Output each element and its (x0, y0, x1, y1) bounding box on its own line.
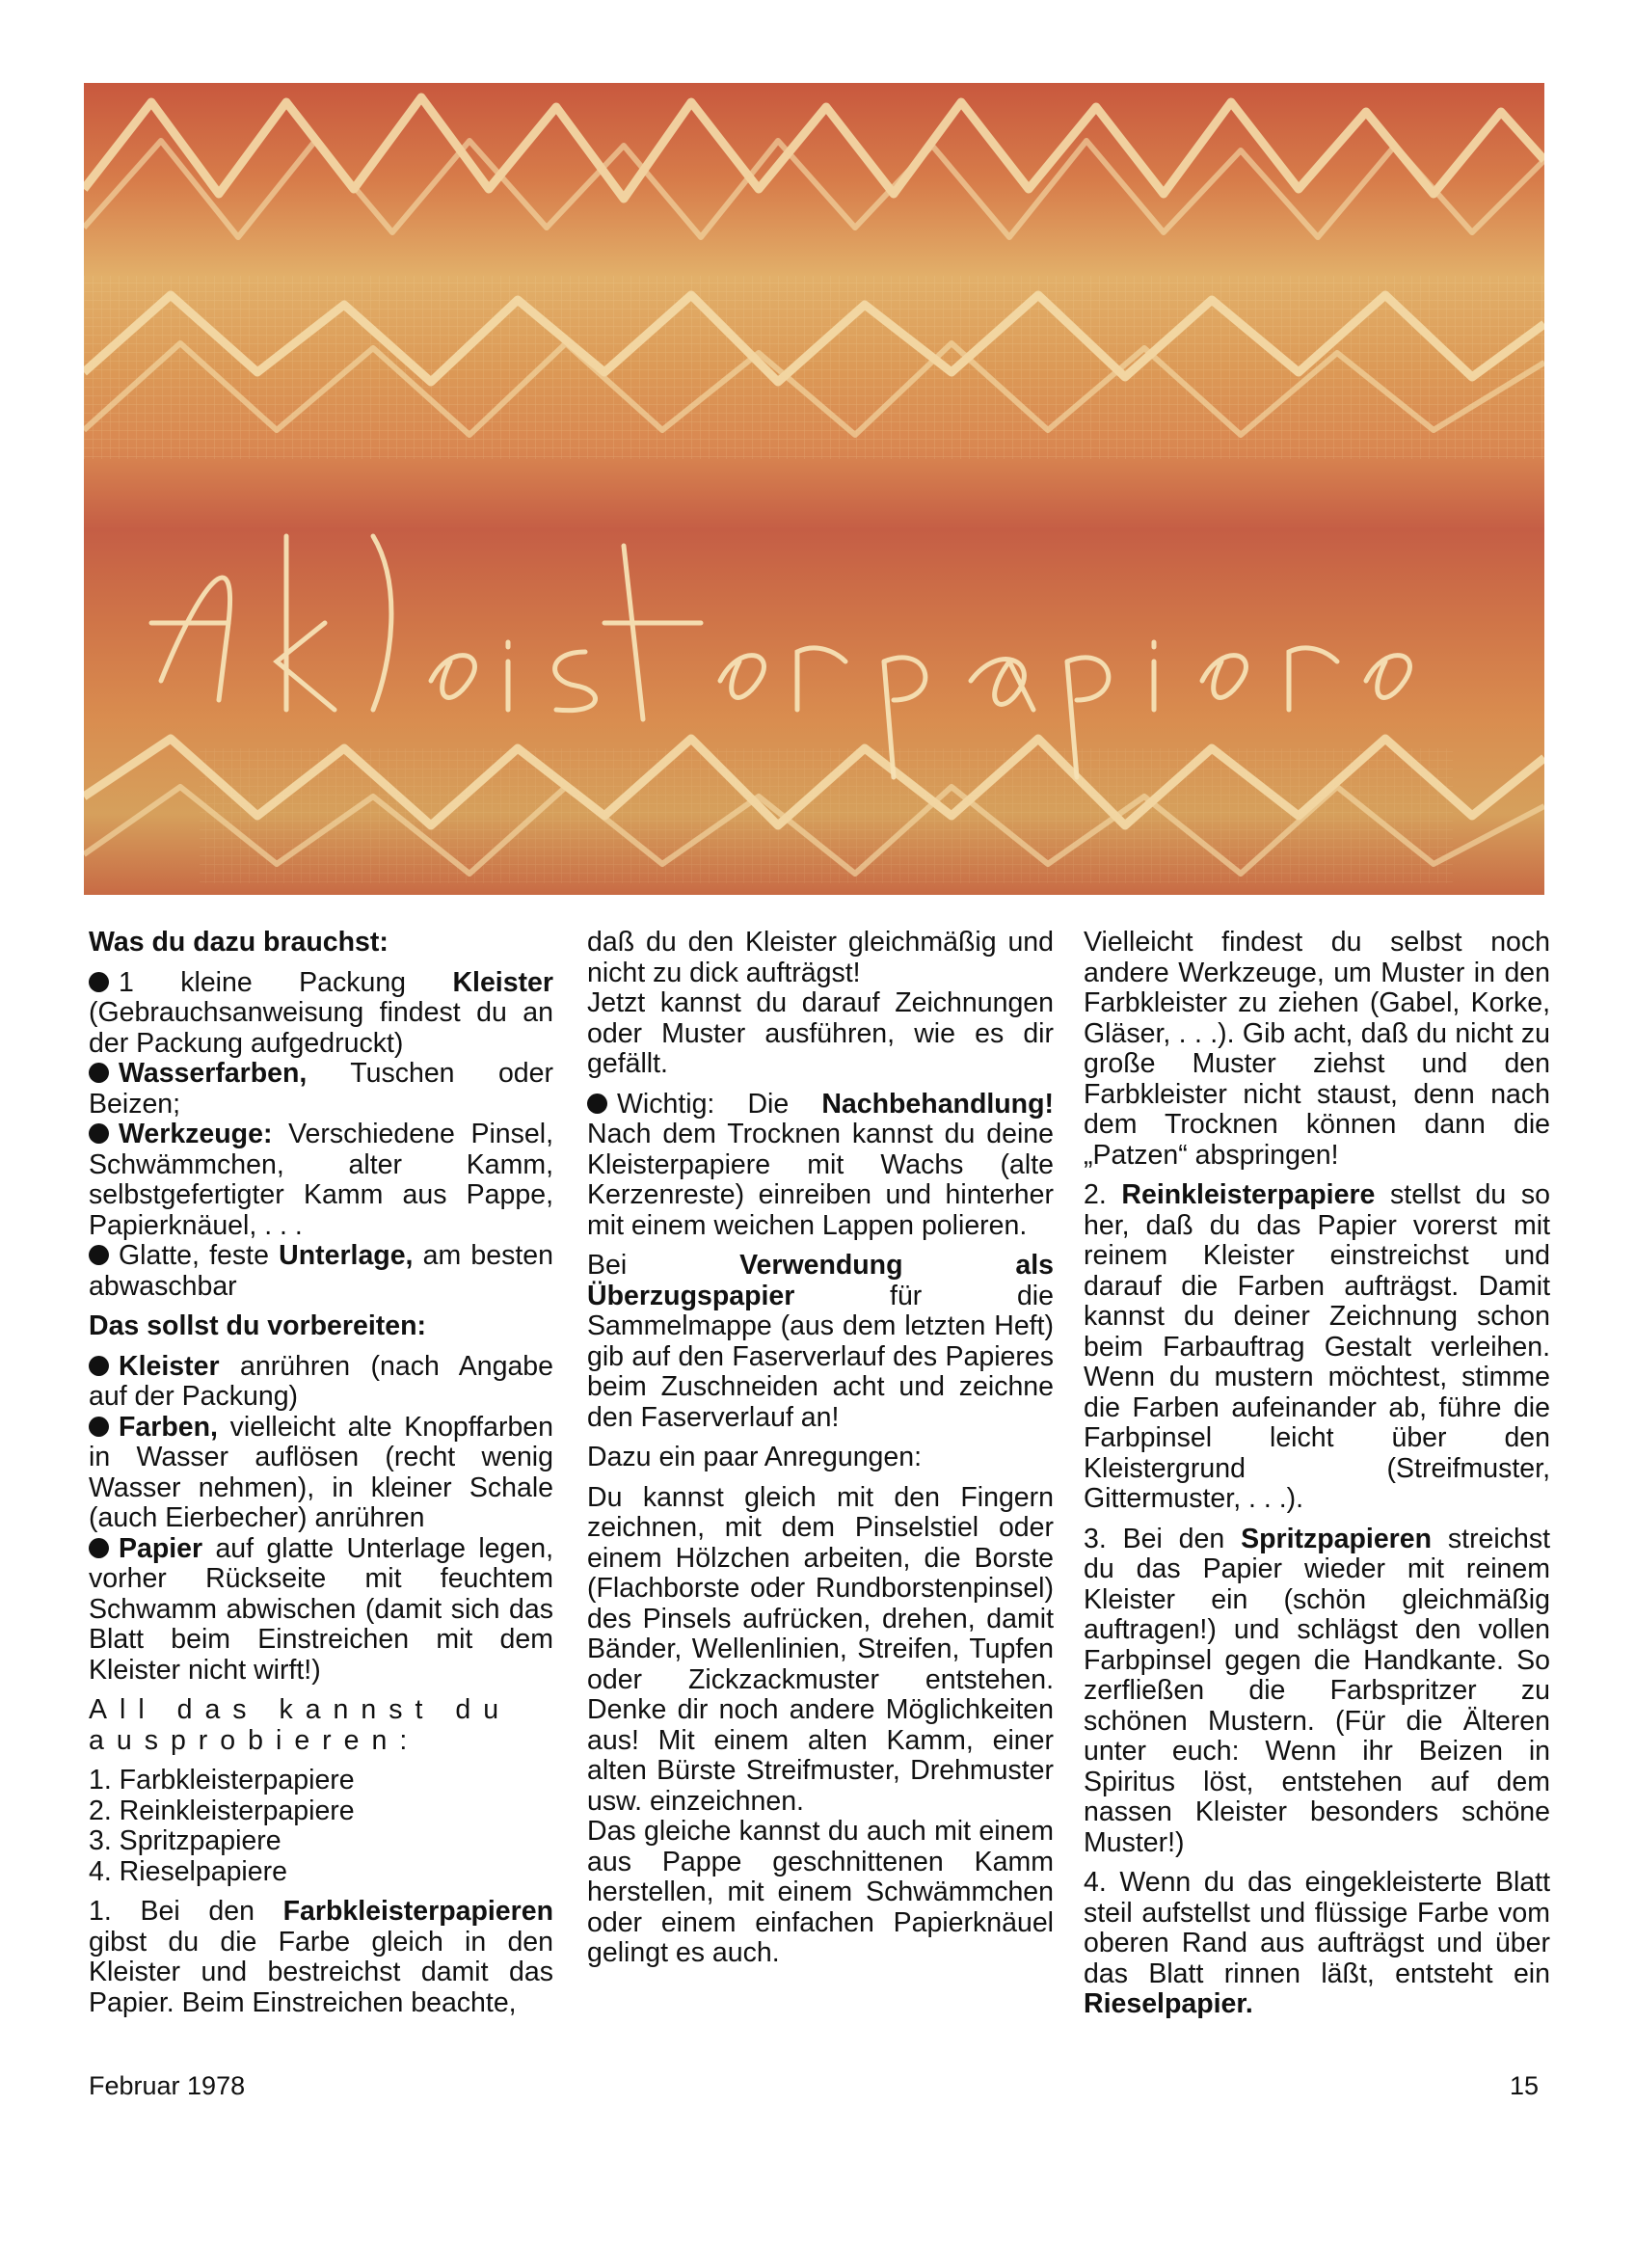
column-3 (1084, 928, 1550, 2030)
para-zeichnungen: Jetzt kannst du darauf Zeichnungen oder Muster ausführen, wie es dir gefällt. (587, 987, 1054, 1079)
bullet-icon (587, 1094, 607, 1114)
bullet-kleister: 1 kleine Packung Kleister (Gebrauchsanweisung findest du an der Packung aufgedruckt) (89, 966, 553, 1059)
heading-prepare: Das sollst du vorbereiten: (89, 1310, 427, 1341)
column-2 (587, 928, 1054, 1979)
heading-needs: Was du dazu brauchst: (89, 927, 389, 958)
para-pappe-kamm: Das gleiche kannst du auch mit einem aus Pappe geschnittenen Kamm herstellen, mit einem Schwämmchen oder einem einfachen Papierknäuel gelingt es auch. (587, 1816, 1054, 1968)
list-item: 2. Reinkleisterpapiere (89, 1795, 355, 1826)
bullet-unterlage: Glatte, feste Unterlage, am besten abwaschbar (89, 1240, 553, 1302)
bullet-werkzeuge: Werkzeuge: Verschiedene Pinsel, Schwämmchen, alter Kamm, selbstgefertigter Kamm aus Pappe, Papierknäuel, . . . (89, 1119, 553, 1241)
list-item: 3. Spritzpapiere (89, 1825, 281, 1856)
bullet-icon (89, 972, 109, 992)
column-1 (89, 928, 553, 2028)
para-nachbehandlung: Wichtig: Die Nachbehandlung! Nach dem Trocknen kannst du deine Kleisterpapiere mit Wachs (alte Kerzenreste) einreiben und hinterher mit einem weichen Lappen polieren. (587, 1088, 1054, 1241)
bullet-wasserfarben: Wasserfarben, Tuschen oder Beizen; (89, 1058, 553, 1120)
try-out-line: All das kannst du ausprobieren: (89, 1694, 512, 1756)
bullet-icon (89, 1356, 109, 1376)
bullet-icon (89, 1063, 109, 1083)
para-ueberzugspapier: Bei Verwendung als Überzugspapier für die Sammelmappe (aus dem letzten Heft) gib auf den Faserverlauf des Papieres beim Zuschneiden acht und zeichne den Faserverlauf an! (587, 1250, 1054, 1433)
prep-kleister: Kleister anrühren (nach Angabe auf der Packung) (89, 1350, 553, 1412)
bullet-icon (89, 1538, 109, 1558)
hero-paste-paper-photo (84, 83, 1544, 895)
para-anregungen: Du kannst gleich mit den Fingern zeichnen, mit dem Pinselstiel oder einem Hölzchen arbeiten, die Borste (Flachborste oder Rundborstenpinsel) des Pinsels aufrücken, drehen, damit Bänder, Wellenlinien, Streifen, Tupfen oder Zickzackmuster entstehen. Denke dir noch andere Möglichkeiten aus! Mit einem alten Kamm, einer alten Bürste Streifmuster, Drehmuster usw. einzeichnen. (587, 1481, 1054, 1817)
para-anregungen-heading: Dazu ein paar Anregungen: (587, 1442, 923, 1472)
page-number: 15 (1510, 2071, 1540, 2100)
prep-farben: Farben, vielleicht alte Knopffarben in Wasser auflösen (recht wenig Wasser nehmen), in kleiner Schale (auch Eierbecher) anrühren (89, 1411, 553, 1533)
list-item: 1. Farbkleisterpapiere (89, 1765, 355, 1796)
section-farbkleister: 1. Bei den Farbkleisterpapieren gibst du die Farbe gleich in den Kleister und bestreichst damit das Papier. Beim Einstreichen beachte, (89, 1896, 553, 2018)
para-werkzeuge: Vielleicht findest du selbst noch andere Werkzeuge, um Muster in den Farbkleister zu ziehen (Gabel, Korke, Gläser, . . .). Gib acht, daß du nicht zu große Muster ziehst und den Farbkleister nicht staust, denn nach dem Trocknen können dann die „Patzen“ abspringen! (1084, 927, 1550, 1171)
section-reinkleister: 2. Reinkleisterpapiere stellst du so her, daß du das Papier vorerst mit reinem Kleister einstreichst und darauf die Farben aufträgst. Damit kannst du deiner Zeichnung schon beim Farbauftrag Gestalt verleihen. Wenn du mustern möchtest, stimme die Farben aufeinander ab, führe die Farbpinsel leicht über den Kleistergrund (Streifmuster, Gittermuster, . . .). (1084, 1179, 1550, 1514)
bullet-icon (89, 1123, 109, 1144)
section-spritzpapiere: 3. Bei den Spritzpapieren streichst du das Papier wieder mit reinem Kleister ein (schön gleichmäßig auftragen!) und schlägst den vollen Farbpinsel gegen die Handkante. So zerfließen die Farbspritzer zu schönen Mustern. (Für die Älteren unter euch: Wenn ihr Beizen in Spiritus löst, entstehen auf dem nassen Kleister besonders schöne Muster!) (1084, 1523, 1551, 1858)
prep-papier: Papier auf glatte Unterlage legen, vorher Rückseite mit feuchtem Schwamm abwischen (damit sich das Blatt beim Einstreichen mit dem Kleister nicht wirft!) (89, 1532, 553, 1686)
footer-date: Februar 1978 (89, 2071, 246, 2100)
bullet-icon (89, 1245, 109, 1265)
section-rieselpapier: 4. Wenn du das eingekleisterte Blatt steil aufstellst und flüssige Farbe vom oberen Rand aus aufträgst und über das Blatt rinnen läßt, entsteht ein Rieselpapier. (1084, 1867, 1550, 2019)
technique-list (89, 1766, 553, 1887)
list-item: 4. Rieselpapiere (89, 1855, 287, 1887)
bullet-icon (89, 1417, 109, 1437)
para-gleichmaessig: daß du den Kleister gleichmäßig und nicht zu dick aufträgst! (587, 927, 1054, 988)
